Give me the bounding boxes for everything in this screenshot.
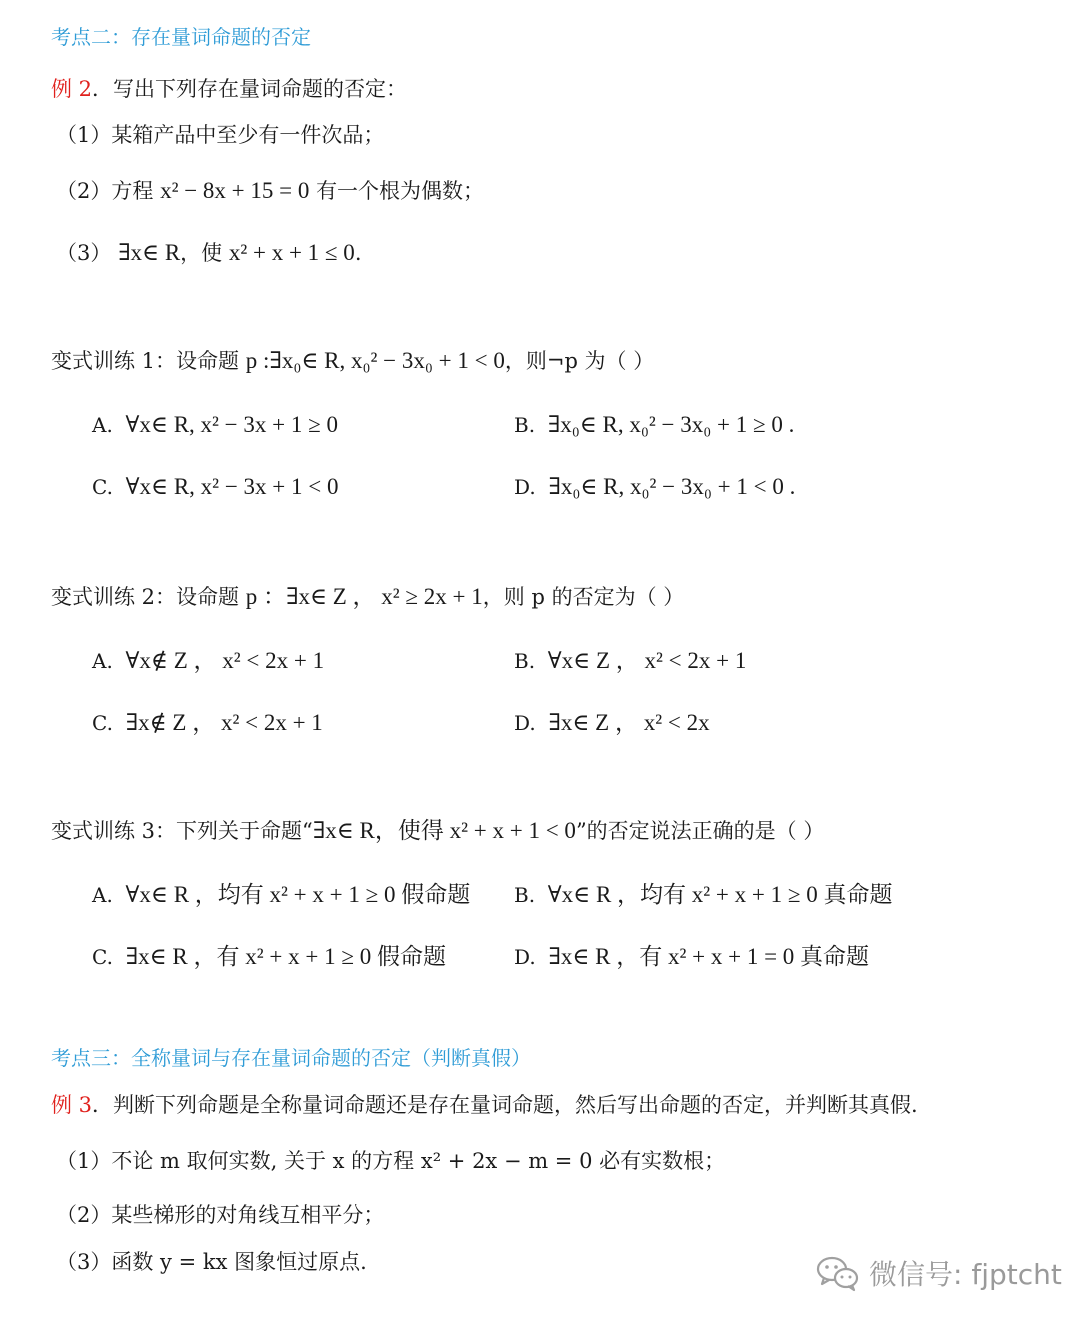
- item-formula: x² + x + 1 ≤ 0: [228, 240, 355, 265]
- option-text: ∀x∈ R, x² − 3x + 1 < 0: [125, 474, 339, 499]
- option-text: ∀x∉ Z ， x² < 2x + 1: [125, 648, 325, 673]
- option-letter: A.: [92, 413, 113, 437]
- option-letter: C.: [92, 475, 113, 499]
- variant3-option-b: [514, 880, 893, 910]
- item-text: 某些梯形的对角线互相平分；: [111, 1203, 385, 1227]
- variant1-option-a: [92, 410, 338, 440]
- variant1-option-d: [514, 472, 795, 502]
- question-text: 变式训练 3：下列关于命题“: [51, 819, 313, 843]
- option-text: ∀x∈ R, x² − 3x + 1 ≥ 0: [125, 412, 338, 437]
- option-letter: B.: [514, 649, 536, 673]
- example2-text: ．写出下列存在量词命题的否定：: [92, 77, 408, 101]
- question-formula: ∃x∈ R，使得 x² + x + 1 < 0: [312, 818, 576, 843]
- option-letter: B.: [514, 413, 536, 437]
- option-letter: B.: [514, 883, 536, 907]
- question-text: 变式训练 1：设命题: [51, 349, 240, 373]
- option-text: ∀x∈ Z ， x² < 2x + 1: [547, 648, 747, 673]
- item-text: 函数 y = kx 图象恒过原点.: [111, 1250, 367, 1274]
- option-text: ∃x∈ R ，有 x² + x + 1 ≥ 0 假命题: [125, 944, 446, 969]
- question-text: ”的否定说法正确的是（ ）: [575, 819, 825, 843]
- option-letter: A.: [92, 883, 113, 907]
- example3-label: 例 3: [51, 1093, 93, 1117]
- example3-item-3: [56, 1247, 367, 1277]
- option-text: ∃x∈ Z ， x² < 2x: [548, 710, 710, 735]
- variant3-option-d: [514, 942, 869, 972]
- variant3-option-c: [92, 942, 446, 972]
- example2-item-3: [56, 238, 362, 268]
- item-number: （2）: [56, 179, 112, 203]
- item-text: 不论 m 取何实数, 关于 x 的方程 x² + 2x − m = 0 必有实数根；: [111, 1149, 726, 1173]
- wechat-watermark: [815, 1250, 1062, 1296]
- item-text: 某箱产品中至少有一件次品；: [111, 123, 385, 147]
- section2-heading: 考点二：存在量词命题的否定: [51, 25, 311, 49]
- variant3-option-a: [92, 880, 470, 910]
- option-letter: D.: [514, 711, 536, 735]
- section3-heading: 考点三：全称量词与存在量词命题的否定（判断真假）: [51, 1046, 531, 1070]
- variant1-option-b: [514, 410, 794, 440]
- wechat-icon: [815, 1253, 861, 1293]
- option-text: ∃x∈ R ，有 x² + x + 1 = 0 真命题: [548, 944, 870, 969]
- example3-item-1: [56, 1146, 725, 1176]
- watermark-text: 微信号: fjptcht: [869, 1258, 1062, 1291]
- option-text: ∀x∈ R ，均有 x² + x + 1 ≥ 0 真命题: [547, 882, 893, 907]
- example3-item-2: [56, 1200, 384, 1230]
- item-number: （2）: [56, 1203, 112, 1227]
- variant2-option-d: [514, 708, 710, 738]
- item-formula: ∃x∈ R: [118, 240, 181, 265]
- option-letter: D.: [514, 475, 536, 499]
- option-text: ∀x∈ R ，均有 x² + x + 1 ≥ 0 假命题: [125, 882, 471, 907]
- item-number: （3）: [56, 241, 112, 265]
- item-text: ，使: [180, 241, 223, 265]
- example3-prompt: [51, 1090, 918, 1120]
- item-number: （1）: [56, 123, 112, 147]
- variant2-option-a: [92, 646, 324, 676]
- question-text: 变式训练 2：设命题: [51, 585, 240, 609]
- question-text: ，则 p 的否定为（ ）: [482, 585, 685, 609]
- variant1-question: [51, 346, 654, 376]
- option-letter: D.: [514, 945, 536, 969]
- question-formula: p :∃x₀∈ R, x₀² − 3x₀ + 1 < 0: [245, 348, 505, 373]
- item-text: .: [354, 241, 362, 265]
- variant2-option-c: [92, 708, 323, 738]
- item-text: 有一个根为偶数；: [316, 179, 485, 203]
- option-letter: C.: [92, 945, 113, 969]
- item-formula: x² − 8x + 15 = 0: [160, 178, 310, 203]
- item-number: （3）: [56, 1250, 112, 1274]
- example2-prompt: [51, 74, 407, 104]
- example2-label: 例 2: [51, 77, 93, 101]
- variant1-option-c: [92, 472, 338, 502]
- option-text: ∃x₀∈ R, x₀² − 3x₀ + 1 ≥ 0 .: [547, 412, 795, 437]
- item-text: 方程: [111, 179, 154, 203]
- example3-text: ．判断下列命题是全称量词命题还是存在量词命题，然后写出命题的否定，并判断其真假.: [92, 1093, 918, 1117]
- variant2-question: [51, 582, 684, 612]
- example2-item-2: [56, 176, 484, 206]
- variant2-option-b: [514, 646, 746, 676]
- option-letter: C.: [92, 711, 113, 735]
- item-number: （1）: [56, 1149, 112, 1173]
- option-letter: A.: [92, 649, 113, 673]
- question-formula: p ：∃x∈ Z ， x² ≥ 2x + 1: [245, 584, 483, 609]
- example2-item-1: [56, 120, 384, 150]
- option-text: ∃x∉ Z ， x² < 2x + 1: [125, 710, 323, 735]
- variant3-question: [51, 816, 824, 846]
- option-text: ∃x₀∈ R, x₀² − 3x₀ + 1 < 0 .: [548, 474, 796, 499]
- question-text: ，则¬p 为（ ）: [504, 349, 655, 373]
